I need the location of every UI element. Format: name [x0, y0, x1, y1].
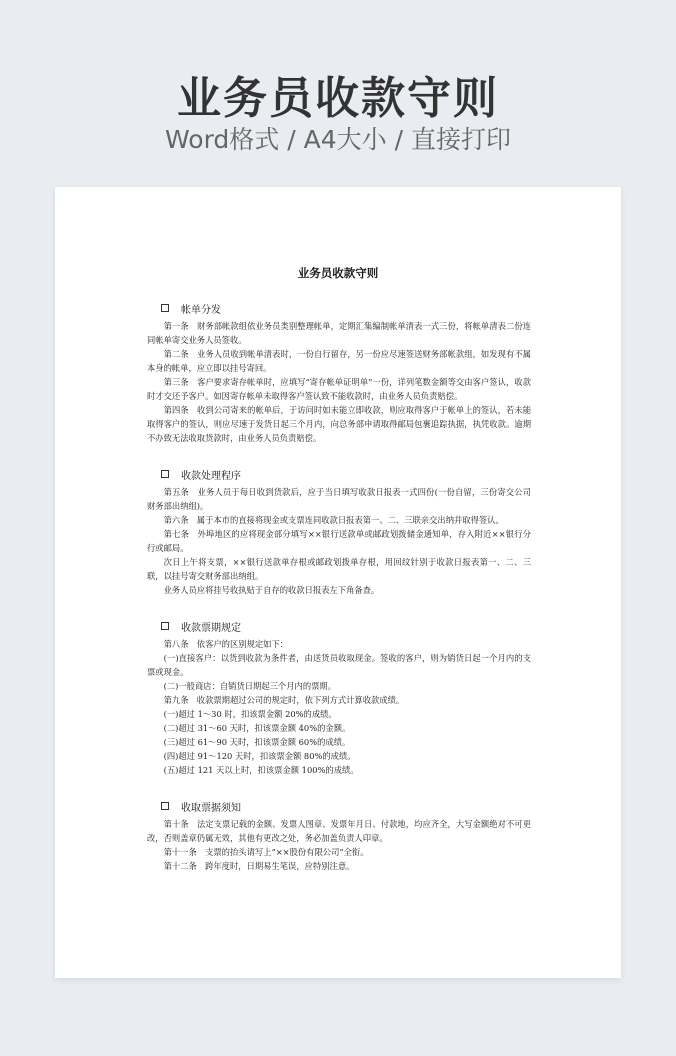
section-heading-text: 收款票期规定 — [181, 623, 241, 634]
article-paragraph: 第二条 业务人员收到帐单清表时，一份自行留存，另一份应尽速签送财务部帐款组，如发现有不属本身的帐单，应立即以挂号寄回。 — [147, 349, 531, 373]
article-paragraph: 第十条 法定支票记载的金额、发票人图章、发票年月日、付款地，均应齐全，大写金额绝对不可更改，否则盖章仍属无效，其他有更改之处，务必加盖负责人印章。 — [147, 819, 531, 843]
article-paragraph: 第九条 收款票期超过公司的规定时，依下列方式计算收款成绩。 — [163, 695, 405, 705]
section-bill-collection-notes — [147, 801, 531, 873]
article-paragraph: (一)直接客户：以货到收款为条件者，由送货员收取现金。签收的客户，则为销货日起一个月内的支票或现金。 — [147, 653, 531, 677]
document-title: 业务员收款守则 — [297, 266, 379, 280]
checkbox-square-icon — [161, 802, 169, 810]
article-paragraph: (五)超过 121 天以上时，扣该票金额 100%的成绩。 — [163, 765, 359, 775]
checkbox-square-icon — [161, 304, 169, 312]
page-banner-subtitle: Word格式 / A4大小 / 直接打印 — [165, 125, 511, 154]
section-heading-text: 帐单分发 — [181, 305, 221, 316]
article-paragraph: (三)超过 61～90 天时，扣该票金额 60%的成绩。 — [163, 737, 351, 747]
document-page — [55, 187, 621, 978]
section-heading — [147, 621, 531, 637]
document-body — [147, 303, 531, 897]
page-banner-title: 业务员收款守则 — [177, 73, 499, 124]
checkbox-square-icon — [161, 470, 169, 478]
article-paragraph: 第八条 依客户的区别规定如下： — [163, 639, 289, 649]
section-heading — [147, 303, 531, 319]
section-payment-term-rules — [147, 621, 531, 777]
article-paragraph: 次日上午将支票，××银行送款单存根或邮政划拨单存根，用回纹针别于收款日报表第一、二、三联，以挂号寄交财务部出纳组。 — [147, 557, 531, 581]
article-paragraph: 第一条 财务部帐款组依业务员类别整理帐单，定期汇集编制帐单清表一式三份，将帐单清表二份连同帐单寄交业务人员签收。 — [147, 321, 531, 345]
article-paragraph: 第五条 业务人员于每日收到货款后，应于当日填写收款日报表一式四份(一份自留，三份寄交公司财务部出纳组)。 — [147, 487, 531, 511]
article-paragraph: 第四条 收到公司寄来的帐单后，于访问时如未能立即收款，则应取得客户于帐单上的签认，若未能取得客户的签认，则应尽速于发货日起三个月内，向总务部申请取得邮局包裹追踪执据，执凭收款。逾期不办致无法收取货款时，由业务人员负责赔偿。 — [147, 405, 531, 443]
section-account-distribution — [147, 303, 531, 445]
article-paragraph: (二)一般商店：自销货日期起三个月内的票期。 — [163, 681, 337, 691]
article-paragraph: (二)超过 31～60 天时，扣该票金额 40%的金额。 — [163, 723, 351, 733]
section-heading — [147, 801, 531, 817]
article-paragraph: (一)超过 1～30 时，扣该票金额 20%的成绩。 — [163, 709, 337, 719]
article-paragraph: 第六条 属于本市的直接将现金或支票连同收款日报表第一、二、三联亲交出纳并取得签认。 — [163, 515, 504, 525]
article-paragraph: 第十一条 支票的抬头请写上“××股份有限公司”全衔。 — [163, 847, 369, 857]
checkbox-square-icon — [161, 622, 169, 630]
section-heading — [147, 469, 531, 485]
article-paragraph: (四)超过 91～120 天时，扣该票金额 80%的成绩。 — [163, 751, 356, 761]
article-paragraph: 业务人员应将挂号收执贴于自存的收款日报表左下角备查。 — [163, 585, 380, 595]
article-paragraph: 第三条 客户要求寄存帐单时，应填写“寄存帐单证明单”一份，详列笔数金额等交由客户签认，收款时才交还予客户。如因寄存帐单未取得客户签认致不能收款时，由业务人员负责赔偿。 — [147, 377, 531, 401]
section-collection-procedure — [147, 469, 531, 597]
section-heading-text: 收款处理程序 — [181, 471, 241, 482]
article-paragraph: 第十二条 跨年度时，日期易生笔误，应特别注意。 — [163, 861, 355, 871]
section-heading-text: 收取票据须知 — [181, 803, 241, 814]
article-paragraph: 第七条 外埠地区的应将现金部分填写××银行送款单或邮政划拨储金通知单，存入附近××银行分行或邮局。 — [147, 529, 531, 553]
